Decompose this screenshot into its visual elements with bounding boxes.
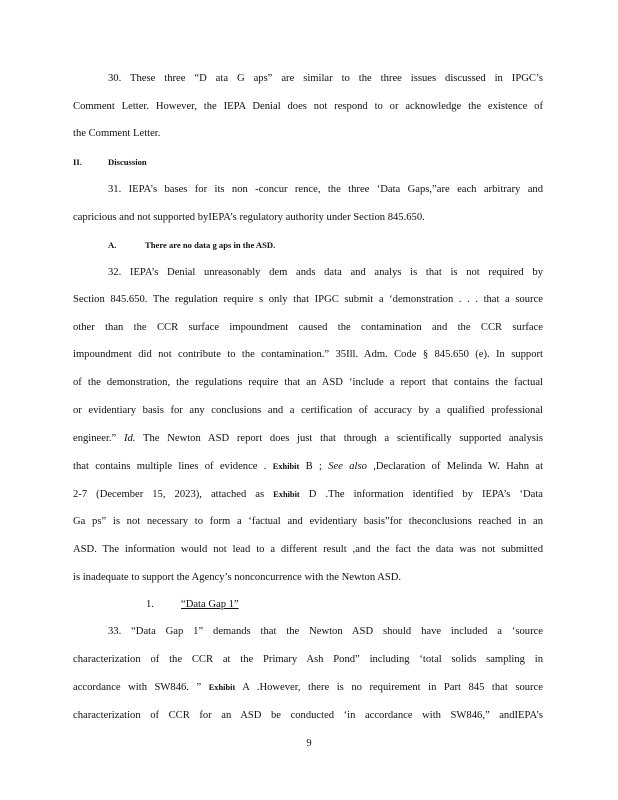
- exhibit-d-label: Exhibit: [273, 490, 300, 499]
- paragraph-32-line-7: [73, 432, 543, 446]
- item-1-title: [181, 599, 239, 610]
- paragraph-32-line-4: impoundment did not contribute to the contamination.” 35Ill. Adm. Code § 845.650 (e). In support: [73, 349, 543, 360]
- exhibit-b-letter: B ;: [299, 461, 322, 472]
- paragraph-33-line-4: characterization of CCR for an ASD be conducted ‘in accordance with SW846,” andIEPA’s: [73, 710, 543, 721]
- subsection-a-title: There are no data g aps in the ASD.: [145, 240, 276, 250]
- paragraph-30-line-1: 30. These three “D ata G aps” are similar to the three issues discussed in IPGC’s: [108, 73, 543, 84]
- section-number: II.: [73, 157, 82, 167]
- paragraph-32-line-12: is inadequate to support the Agency’s nonconcurrence with the Newton ASD.: [73, 572, 402, 583]
- paragraph-32-line-10: Ga ps” is not necessary to form a ‘factual and evidentiary basis”for theconclusions reached in an: [73, 516, 543, 527]
- paragraph-33-line-3: [73, 681, 543, 695]
- page-number: 9: [306, 738, 312, 749]
- paragraph-32-line-9: [73, 488, 543, 502]
- paragraph-31-line-2: capricious and not supported byIEPA’s regulatory authority under Section 845.650.: [73, 212, 425, 223]
- date-text: 2-7 (December 15, 2023), attached as: [73, 489, 265, 500]
- paragraph-31-line-1: 31. IEPA’s bases for its non -concur rence, the three ‘Data Gaps,”are each arbitrary and: [108, 184, 543, 195]
- paragraph-32-line-11: ASD. The information would not lead to a different result ,and the fact the data was not submitted: [73, 544, 543, 555]
- engineer-quote-end: engineer.”: [73, 433, 117, 444]
- however-text: A .However, there is no requirement in Part 845 that source: [235, 682, 543, 693]
- evidence-text: that contains multiple lines of evidence .: [73, 461, 267, 472]
- newton-report-text: The Newton ASD report does just that through a scientifically supported analysis: [135, 433, 543, 444]
- id-citation: Id.: [123, 433, 136, 444]
- item-1-number: 1.: [146, 599, 154, 610]
- section-title: Discussion: [108, 157, 147, 167]
- paragraph-32-line-8: [73, 460, 543, 474]
- paragraph-32-line-5: of the demonstration, the regulations require that an ASD ‘include a report that contains the factual: [73, 377, 543, 388]
- paragraph-33-line-1: 33. “Data Gap 1” demands that the Newton ASD should have included a ‘source: [108, 626, 543, 637]
- information-text: D .The information identified by IEPA’s ‘Data: [299, 489, 543, 500]
- paragraph-30-line-2: Comment Letter. However, the IEPA Denial does not respond to or acknowledge the existence of: [73, 101, 543, 112]
- exhibit-a-label: Exhibit: [208, 683, 236, 692]
- paragraph-32-line-2: Section 845.650. The regulation require s only that IPGC submit a ‘demonstration . . . that a source: [73, 294, 543, 305]
- paragraph-32-line-1: 32. IEPA’s Denial unreasonably dem ands data and analys is that is not required by: [108, 267, 543, 278]
- paragraph-30-line-3: the Comment Letter.: [73, 128, 161, 139]
- accordance-text: accordance with SW846. ”: [73, 682, 202, 693]
- exhibit-b-label: Exhibit: [272, 462, 300, 471]
- declaration-text: ,Declaration of Melinda W. Hahn at: [366, 461, 544, 472]
- subsection-a-number: A.: [108, 240, 117, 250]
- item-1-title-text: “Data Gap 1”: [181, 599, 239, 610]
- paragraph-32-line-6: or evidentiary basis for any conclusions and a certification of accuracy by a qualified professional: [73, 405, 543, 416]
- paragraph-32-line-3: other than the CCR surface impoundment caused the contamination and the CCR surface: [73, 322, 543, 333]
- paragraph-33-line-2: characterization of the CCR at the Primary Ash Pond” including ‘total solids sampling in: [73, 654, 543, 665]
- see-also-signal: See also: [328, 461, 367, 472]
